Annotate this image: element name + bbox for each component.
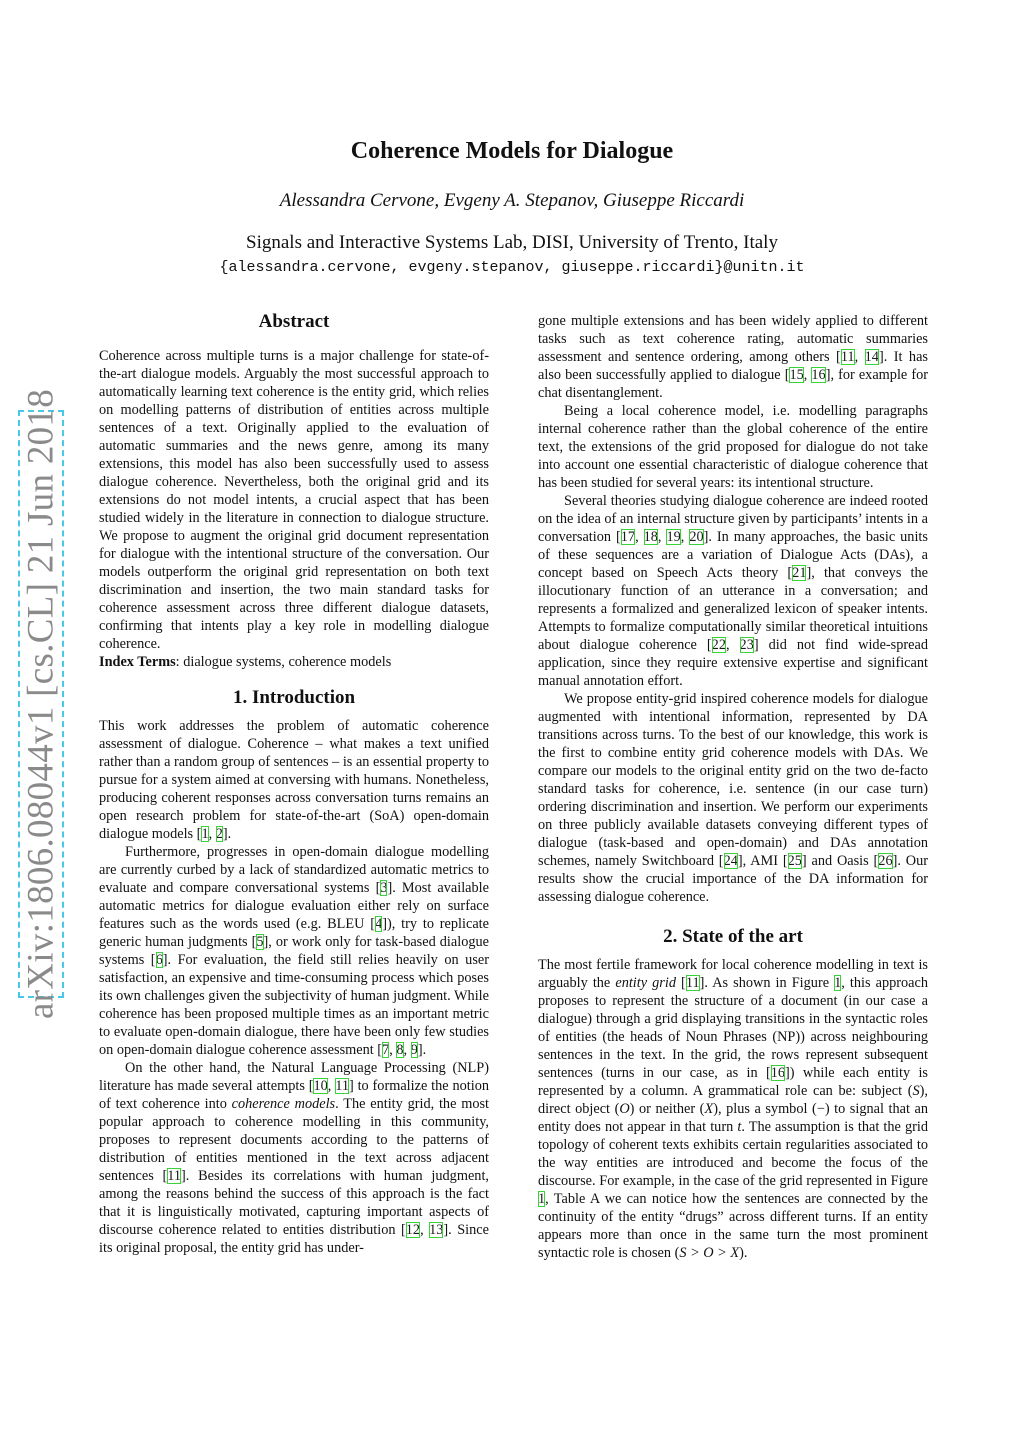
citation-link[interactable]: 26 — [878, 853, 893, 869]
citation-link[interactable]: 15 — [789, 367, 804, 383]
citation-link[interactable]: 16 — [770, 1065, 786, 1081]
left-column — [99, 308, 489, 1257]
citation-link[interactable]: 25 — [787, 853, 802, 869]
citation-link[interactable]: 19 — [666, 529, 681, 545]
state-of-art-heading: 2. State of the art — [663, 926, 803, 947]
paper-title: Coherence Models for Dialogue — [350, 138, 674, 164]
citation-link[interactable]: 16 — [811, 367, 826, 383]
figure-link[interactable]: 1 — [834, 975, 842, 991]
citation-link[interactable]: 10 — [313, 1078, 328, 1094]
citation-link[interactable]: 3 — [380, 880, 388, 896]
citation-link[interactable]: 12 — [405, 1222, 421, 1238]
citation-link[interactable]: 14 — [864, 349, 879, 365]
right-column — [538, 312, 928, 1262]
citation-link[interactable]: 11 — [685, 975, 700, 991]
intro-paragraph-7: We propose entity-grid inspired coherence models for dialogue augmented with intentional information, represented by DA transitions across turns. To the best of our knowledge, this work is the first to combine entity grid coherence models with DAs. We compare our models to the original entity grid on the two de-facto standard tasks for coherence, i.e. sentence (in our case turn) ordering discrimination and insertion. We perform our experiments on three publicly available datasets conveying different types of dialogue (task-based and open-domain) and DAs annotation schemes, namely Switchboard [24], AMI [25] and Oasis [26]. Our results show the crucial importance of the DA information for assessing dialogue coherence. — [538, 691, 928, 905]
citation-link[interactable]: 11 — [840, 349, 855, 365]
citation-link[interactable]: 8 — [396, 1042, 404, 1058]
citation-link[interactable]: 22 — [711, 637, 726, 653]
citation-link[interactable]: 20 — [689, 529, 704, 545]
index-terms-text: : dialogue systems, coherence models — [175, 654, 392, 670]
affiliation: Signals and Interactive Systems Lab, DISI, University of Trento, Italy — [246, 232, 778, 253]
intro-heading: 1. Introduction — [232, 687, 356, 708]
citation-link[interactable]: 1 — [201, 826, 209, 842]
citation-link[interactable]: 9 — [410, 1042, 418, 1058]
abstract-text: Coherence across multiple turns is a major challenge for state-of-the-art dialogue models. Arguably the most successful approach to automatically learning text coherence is the entity grid, which relies on modelling patterns of distribution of entities across multiple sentences of a text. Originally applied to the evaluation of automatic summaries and the news genre, among its many extensions, this model has also been successfully used to assess dialogue coherence. Nevertheless, both the original grid and its extensions do not model intents, a crucial aspect that has been studied widely in the literature in connection to dialogue structure. We propose to augment the original grid document representation for dialogue with the intentional structure of the conversation. Our models outperform the original grid representation on both text discrimination and insertion, the two main standard tasks for coherence assessment across three different dialogue datasets, confirming that intents play a key role in modelling dialogue coherence. — [99, 348, 489, 652]
intro-paragraph-4: gone multiple extensions and has been widely applied to different tasks such as text coherence rating, automatic summaries assessment and sentence ordering, among others [11, 14]. It has also been successfully applied to dialogue [15, 16], for example for chat disentanglement. — [538, 313, 928, 401]
citation-link[interactable]: 21 — [792, 565, 807, 581]
intro-paragraph-2: Furthermore, progresses in open-domain dialogue modelling are currently curbed by a lack of standardized automatic metrics to evaluate and compare conversational systems [3]. Most available automatic metrics for dialogue evaluation either rely on surface features such as the words used (e.g. BLEU [4]), try to replicate generic human judgments [5], or work only for task-based dialogue systems [6]. For evaluation, the field still relies heavily on user satisfaction, an expensive and time-consuming process which poses its own challenges given the subjectivity of human judgment. While coherence has been proposed multiple times as an important metric to evaluate open-domain dialogue, there have been only few studies on open-domain dialogue coherence assessment [7, 8, 9]. — [99, 844, 489, 1058]
citation-link[interactable]: 17 — [620, 529, 636, 545]
citation-link[interactable]: 13 — [429, 1222, 444, 1238]
citation-link[interactable]: 2 — [215, 826, 223, 842]
author-list: Alessandra Cervone, Evgeny A. Stepanov, Giuseppe Riccardi — [279, 190, 745, 211]
arxiv-identifier: arXiv:1806.08044v1 [cs.CL] 21 Jun 2018 — [20, 388, 62, 1020]
index-terms — [99, 653, 489, 671]
citation-link[interactable]: 23 — [739, 637, 754, 653]
citation-link[interactable]: 24 — [723, 853, 738, 869]
citation-link[interactable]: 4 — [375, 916, 383, 932]
abstract-heading: Abstract — [258, 311, 330, 332]
citation-link[interactable]: 7 — [382, 1042, 390, 1058]
citation-link[interactable]: 18 — [643, 529, 658, 545]
intro-paragraph-1: This work addresses the problem of automatic coherence assessment of dialogue. Coherence – what makes a text unified rather than a random group of sentences – is an essential property to pursue for a system aimed at conversing with humans. Nonetheless, producing coherent responses across conversation turns remains an open research problem for state-of-the-art (SoA) open-domain dialogue models [1, 2]. — [99, 718, 489, 842]
citation-link[interactable]: 11 — [167, 1168, 182, 1184]
citation-link[interactable]: 6 — [155, 952, 163, 968]
sota-paragraph-1: The most fertile framework for local coherence modelling in text is arguably the entity grid [11]. As shown in Figure 1, this approach proposes to represent the structure of a document (in our case a dialogue) through a grid displaying transitions in the syntactic roles of entities (the heads of Noun Phrases (NP)) across neighbouring sentences in the text. In the grid, the rows represent subsequent sentences (turns in our case, as in [16]) while each entity is represented by a column. A grammatical role can be: subject (S), direct object (O) or neither (X), plus a symbol (−) to signal that an entity does not appear in that turn t. The assumption is that the grid topology of coherent texts exhibits certain regularities associated to the way entities are introduced and become the focus of the discourse. For example, in the case of the grid represented in Figure 1, Table A we can notice how the sentences are connected by the continuity of the entity “drugs” across different turns. If an entity appears more than once in the same turn the most prominent syntactic role is chosen (S > O > X). — [538, 957, 928, 1261]
citation-link[interactable]: 11 — [335, 1078, 349, 1094]
figure-link[interactable]: 1 — [538, 1191, 546, 1207]
author-emails: {alessandra.cervone, evgeny.stepanov, giuseppe.riccardi}@unitn.it — [219, 259, 805, 276]
arxiv-sidebar-stamp — [18, 388, 64, 1020]
intro-paragraph-3: On the other hand, the Natural Language Processing (NLP) literature has made several attempts [10, 11] to formalize the notion of text coherence into coherence models. The entity grid, the most popular approach to coherence modelling in this community, proposes to represent documents according to the patterns of distribution of entities mentioned in the text across adjacent sentences [11]. Besides its correlations with human judgment, among the reasons behind the success of this approach is the fact that it is linguistically motivated, capturing important aspects of discourse coherence related to entities distribution [12, 13]. Since its original proposal, the entity grid has under- — [99, 1060, 489, 1256]
intro-paragraph-6: Several theories studying dialogue coherence are indeed rooted on the idea of an internal structure given by participants’ intents in a conversation [17, 18, 19, 20]. In many approaches, the basic units of these sequences are a variation of Dialogue Acts (DAs), a concept based on Speech Acts theory [21], that conveys the illocutionary function of an utterance in a conversation; and represents a formalized and generalized lexicon of speaker intents. Attempts to formalize computationally similar theoretical intuitions about dialogue coherence [22, 23] did not find wide-spread application, since they require extensive expertise and significant manual annotation effort. — [538, 493, 928, 689]
index-terms-label: Index Terms — [99, 654, 176, 670]
citation-link[interactable]: 5 — [256, 934, 264, 950]
intro-paragraph-5: Being a local coherence model, i.e. modelling paragraphs internal coherence rather than the global coherence of the entire text, the extensions of the grid proposed for dialogue do not take into account one essential characteristic of dialogue coherence that has been studied for several years: its intentional structure. — [538, 403, 928, 491]
